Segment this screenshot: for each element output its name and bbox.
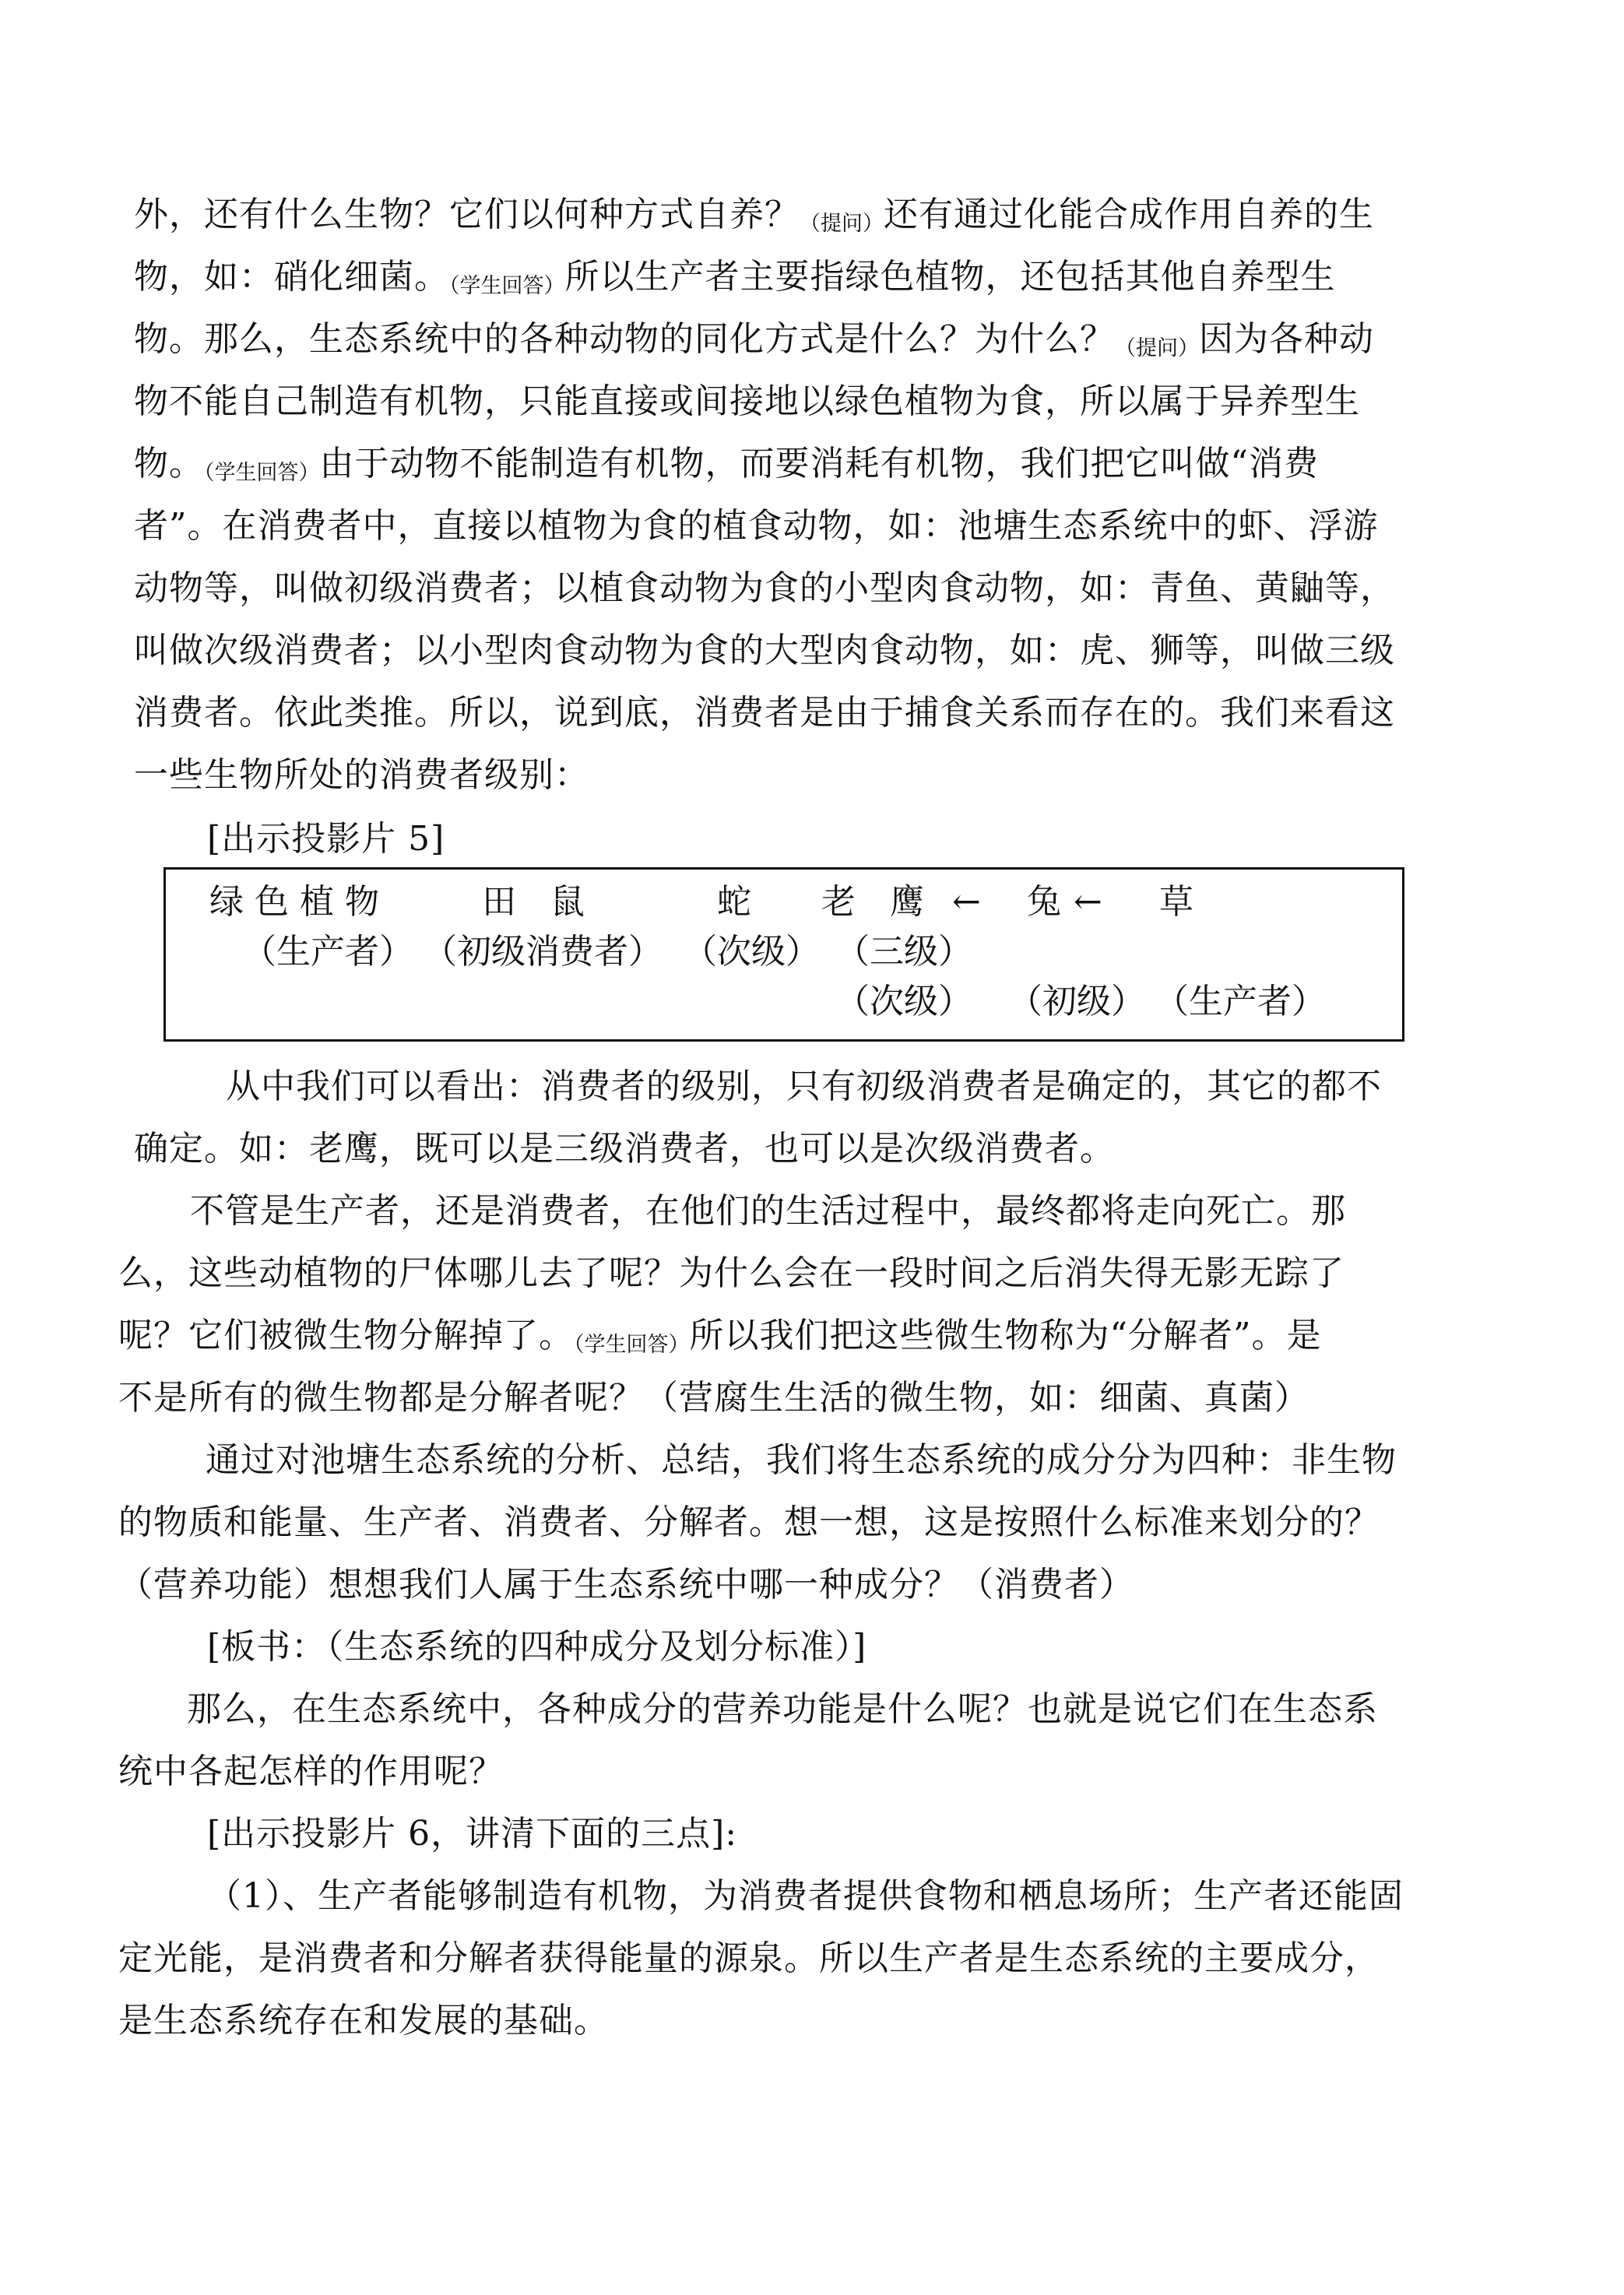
note-answer: （学生回答） [204,461,320,485]
p6-line-2: 定光能，是消费者和分解者获得能量的源泉。所以生产者是生态系统的主要成分， [118,1938,1380,1978]
p4-line-2: 的物质和能量、生产者、消费者、分解者。想一想，这是按照什么标准来划分的？ [118,1502,1380,1542]
left-arrow-icon: ← [952,882,981,922]
p1-line-4: 物不能自己制造有机物，只能直接或间接地以绿色植物为食，所以属于异养型生 [134,381,1360,421]
p3-line-2: 么，这些动植物的尸体哪儿去了呢？为什么会在一段时间之后消失得无影无踪了 [118,1253,1345,1293]
food-chain-diagram [163,867,1404,1042]
green-plant-label: 绿色植物 [209,882,390,922]
p4-line-1: 通过对池塘生态系统的分析、总结，我们将生态系统的成分分为四种：非生物 [206,1440,1397,1480]
p5-line-2: 统中各起怎样的作用呢？ [118,1752,504,1791]
eagle-label: 老 鹰 [821,882,924,922]
snake-label: 蛇 [717,882,751,922]
grass-producer-role: （生产者） [1155,982,1326,1021]
text: 物，如：硝化细菌。 [134,257,449,297]
note-ask: （提问） [800,212,884,236]
text: 呢？它们被微生物分解掉了。 [118,1316,574,1355]
board-note: [板书：（生态系统的四种成分及划分标准）] [207,1627,867,1667]
text: 因为各种动 [1199,319,1374,359]
primary-consumer-role: （初级消费者） [423,932,663,972]
grass-label: 草 [1159,882,1193,922]
p1-line-2 [134,254,1336,300]
p1-line-7: 动物等，叫做初级消费者；以植食动物为食的小型肉食动物，如：青鱼、黄鼬等， [134,568,1395,608]
text: 由于动物不能制造有机物，而要消耗有机物，我们把它叫做“消费 [319,444,1319,483]
note-ask: （提问） [1115,336,1199,360]
p3-line-3 [118,1313,1322,1359]
p3-line-4: 不是所有的微生物都是分解者呢？（营腐生生活的微生物，如：细菌、真菌） [118,1378,1309,1418]
slide5-label: [出示投影片 5] [207,819,445,859]
p1-line-10: 一些生物所处的消费者级别： [134,755,589,795]
text: 物。那么，生态系统中的各种动物的同化方式是什么？为什么？ [134,319,1115,359]
field-mouse-label: 田 鼠 [482,882,585,922]
p3-line-1: 不管是生产者，还是消费者，在他们的生活过程中，最终都将走向死亡。那 [190,1191,1346,1231]
rabbit-label: 兔 [1027,882,1061,922]
p1-line-8: 叫做次级消费者；以小型肉食动物为食的大型肉食动物，如：虎、狮等，叫做三级 [134,631,1395,670]
p1-line-1 [134,192,1374,238]
rabbit-primary-role: （初级） [1008,982,1145,1021]
note-answer: （学生回答） [574,1333,690,1357]
p6-line-3: 是生态系统存在和发展的基础。 [118,2001,609,2040]
p2-line-2: 确定。如：老鹰，既可以是三级消费者，也可以是次级消费者。 [134,1129,1115,1169]
note-answer: （学生回答） [449,274,565,298]
p6-line-1: （1）、生产者能够制造有机物，为消费者提供食物和栖息场所；生产者还能固 [207,1876,1404,1916]
tertiary-role: （三级） [835,932,972,972]
p1-line-9: 消费者。依此类推。所以，说到底，消费者是由于捕食关系而存在的。我们来看这 [134,693,1395,733]
text: 所以生产者主要指绿色植物，还包括其他自养型生 [564,257,1336,297]
slide6-label: [出示投影片 6，讲清下面的三点]: [207,1814,738,1854]
text: 还有通过化能合成作用自养的生 [884,195,1374,234]
p1-line-6: 者”。在消费者中，直接以植物为食的植食动物，如：池塘生态系统中的虾、浮游 [134,506,1379,546]
p1-line-5 [134,441,1319,487]
secondary-role: （次级） [683,932,820,972]
p4-line-3: （营养功能）想想我们人属于生态系统中哪一种成分？（消费者） [118,1565,1134,1604]
p5-line-1: 那么，在生态系统中，各种成分的营养功能是什么呢？也就是说它们在生态系 [187,1689,1378,1729]
producer-role: （生产者） [242,932,413,972]
p2-line-1: 从中我们可以看出：消费者的级别，只有初级消费者是确定的，其它的都不 [226,1067,1382,1106]
text: 外，还有什么生物？它们以何种方式自养？ [134,195,800,234]
p1-line-3 [134,316,1374,363]
eagle-secondary-role: （次级） [835,982,972,1021]
text: 所以我们把这些微生物称为“分解者”。是 [689,1316,1322,1355]
left-arrow-icon: ← [1074,882,1102,922]
text: 物。 [134,444,204,483]
